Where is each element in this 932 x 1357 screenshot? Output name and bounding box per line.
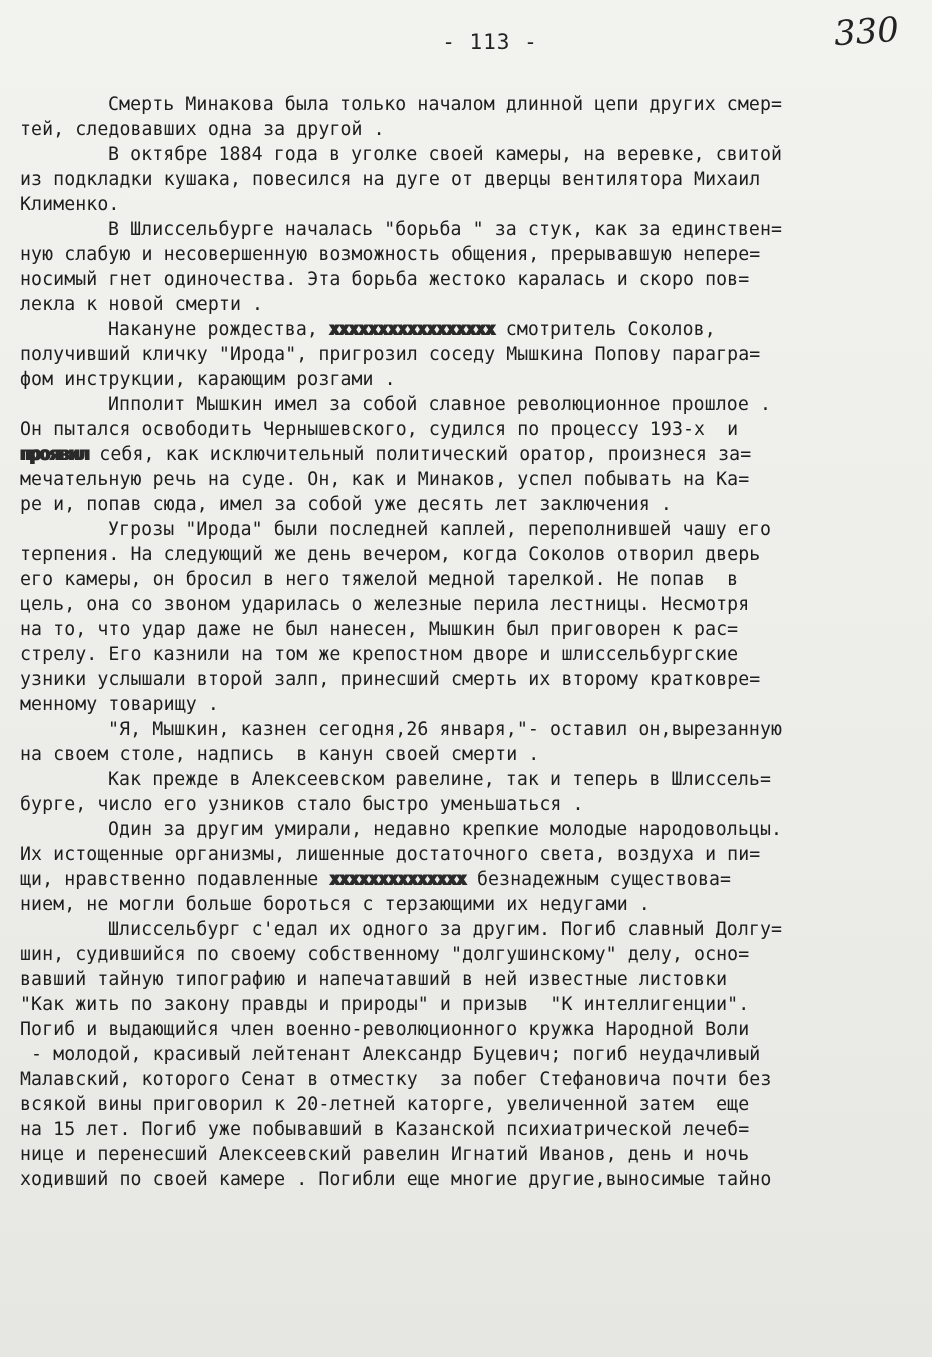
line-text: получивший кличку "Ирода", пригрозил соседу Мышкина Попову паpагра= [20,344,761,365]
text-line [20,667,920,692]
body-text [20,92,920,1192]
line-text: тей, следовавших одна за другой . [20,119,385,140]
line-text: ходивший по своей камере . Погибли еще многие другие,выносимые тайно [20,1169,772,1190]
line-text: узники услышали второй залп, принесший смерть их второму кратковре= [20,669,761,690]
text-line [20,842,920,867]
line-text: шин, судившийся по своему собственному "долгушинскому" делу, осно= [20,944,750,965]
line-text: нием, не могли больше бороться с терзающими их недугами . [20,894,650,915]
text-line [20,567,920,592]
text-line [20,967,920,992]
line-text: вавший тайную типографию и напечатавший в ней известные листовки [20,969,728,990]
text-line [20,142,920,167]
text-line [20,617,920,642]
text-line [20,217,920,242]
line-text: щи, нравственно подавленные [20,869,330,890]
page-number: - 113 - [442,30,538,54]
line-text: Угрозы "Ирода" были последней каплей, переполнившей чашу его [108,519,771,540]
text-line [20,492,920,517]
text-line [20,167,920,192]
line-text: на своем столе, надпись в канун своей смерти . [20,744,540,765]
line-text: смотритель Соколов, [494,319,716,340]
struck-out-text: проявил [20,444,89,465]
text-line [20,717,920,742]
line-text: Клименко. [20,194,120,215]
text-line [20,742,920,767]
text-line [20,817,920,842]
line-text: Он пытался освободить Чернышевского, судился по процессу 193-х и [20,419,739,440]
text-line [20,517,920,542]
text-line [20,342,920,367]
line-text: фом инструкции, карающим розгами . [20,369,396,390]
text-line [20,867,920,892]
text-line [20,942,920,967]
line-text: ную слабую и несовершенную возможность общения, прерывавшую непере= [20,244,761,265]
line-text: Один за другим умирали, недавно крепкие молодые народовольцы. [108,819,783,840]
text-line [20,792,920,817]
line-text: его камеры, он бросил в него тяжелой медной тарелкой. Не попав в [20,569,739,590]
line-text: бурге, число его узников стало быстро уменьшаться . [20,794,584,815]
line-text: стрелу. Его казнили на том же крепостном дворе и шлиссельбургские [20,644,739,665]
line-text: безнадежным существова= [465,869,732,890]
line-text: ре и, попав сюда, имел за собой уже десять лет заключения . [20,494,672,515]
text-line [20,1117,920,1142]
line-text: Как прежде в Алексеевском равелине, так и теперь в Шлиссель= [108,769,771,790]
line-text: на то, что удар даже не был нанесен, Мышкин был приговорен к рас= [20,619,739,640]
text-line [20,317,920,342]
text-line [20,242,920,267]
text-line [20,1167,920,1192]
line-text: "Как жить по закону правды и природы" и призыв "К интеллигенции". [20,994,750,1015]
line-text: Шлиссельбург с'едал их одного за другим. Погиб славный Долгу= [108,919,783,940]
text-line [20,292,920,317]
text-line [20,992,920,1017]
line-text: Погиб и выдающийся член военно-революционного кружка Народной Воли [20,1019,750,1040]
text-line [20,767,920,792]
text-line [20,467,920,492]
text-line [20,692,920,717]
line-text: себя, как исключительный политический оратор, произнеся за= [88,444,752,465]
line-text: В Шлиссельбурге началась "борьба " за стук, как за единствен= [108,219,783,240]
text-line [20,1017,920,1042]
line-text: всякой вины приговорил к 20-летней каторге, увеличенной затем еще [20,1094,750,1115]
text-line [20,592,920,617]
text-line [20,192,920,217]
struck-out-text: xxxxxxxxxxxxxx [329,869,466,890]
text-line [20,117,920,142]
handwritten-archive-number: 330 [832,9,901,55]
text-line [20,917,920,942]
text-line [20,392,920,417]
struck-out-text: xxxxxxxxxxxxxxxxx [329,319,495,340]
line-text: терпения. На следующий же день вечером, когда Соколов отворил дверь [20,544,761,565]
line-text: "Я, Мышкин, казнен сегодня,26 января,"- оставил он,вырезанную [108,719,783,740]
line-text: мечательную речь на суде. Он, как и Минаков, успел побывать на Ка= [20,469,750,490]
line-text: цель, она со звоном ударилась о железные перила лестницы. Несмотря [20,594,750,615]
text-line [20,267,920,292]
text-line [20,1142,920,1167]
text-line [20,92,920,117]
line-text: Смерть Минакова была только началом длинной цепи других смер= [108,94,783,115]
line-text: Ипполит Мышкин имел за собой славное революционное прошлое . [108,394,771,415]
line-text: нице и перенесший Алексеевский равелин Игнатий Иванов, день и ночь [20,1144,750,1165]
line-text: Их истощенные организмы, лишенные достаточного света, воздуха и пи= [20,844,761,865]
text-line [20,892,920,917]
text-line [20,642,920,667]
text-line [20,367,920,392]
line-text: на 15 лет. Погиб уже побывавший в Казанской психиатрической лечеб= [20,1119,750,1140]
text-line [20,1092,920,1117]
line-text: менному товарищу . [20,694,219,715]
line-text: Накануне рождества, [108,319,329,340]
text-line [20,542,920,567]
line-text: Малавский, которого Сенат в отместку за побег Стефановича почти без [20,1069,772,1090]
text-line [20,1042,920,1067]
line-text: лекла к новой смерти . [20,294,264,315]
text-line [20,417,920,442]
line-text: В октябре 1884 года в уголке своей камеры, на веревке, свитой [108,144,783,165]
line-text: - молодой, красивый лейтенант Александр Буцевич; погиб неудачливый [20,1044,761,1065]
line-text: из подкладки кушака, повесился на дуге от дверцы вентилятора Михаил [20,169,761,190]
text-line [20,1067,920,1092]
line-text: носимый гнет одиночества. Эта борьба жестоко каралась и скоро пов= [20,269,750,290]
text-line [20,442,920,467]
